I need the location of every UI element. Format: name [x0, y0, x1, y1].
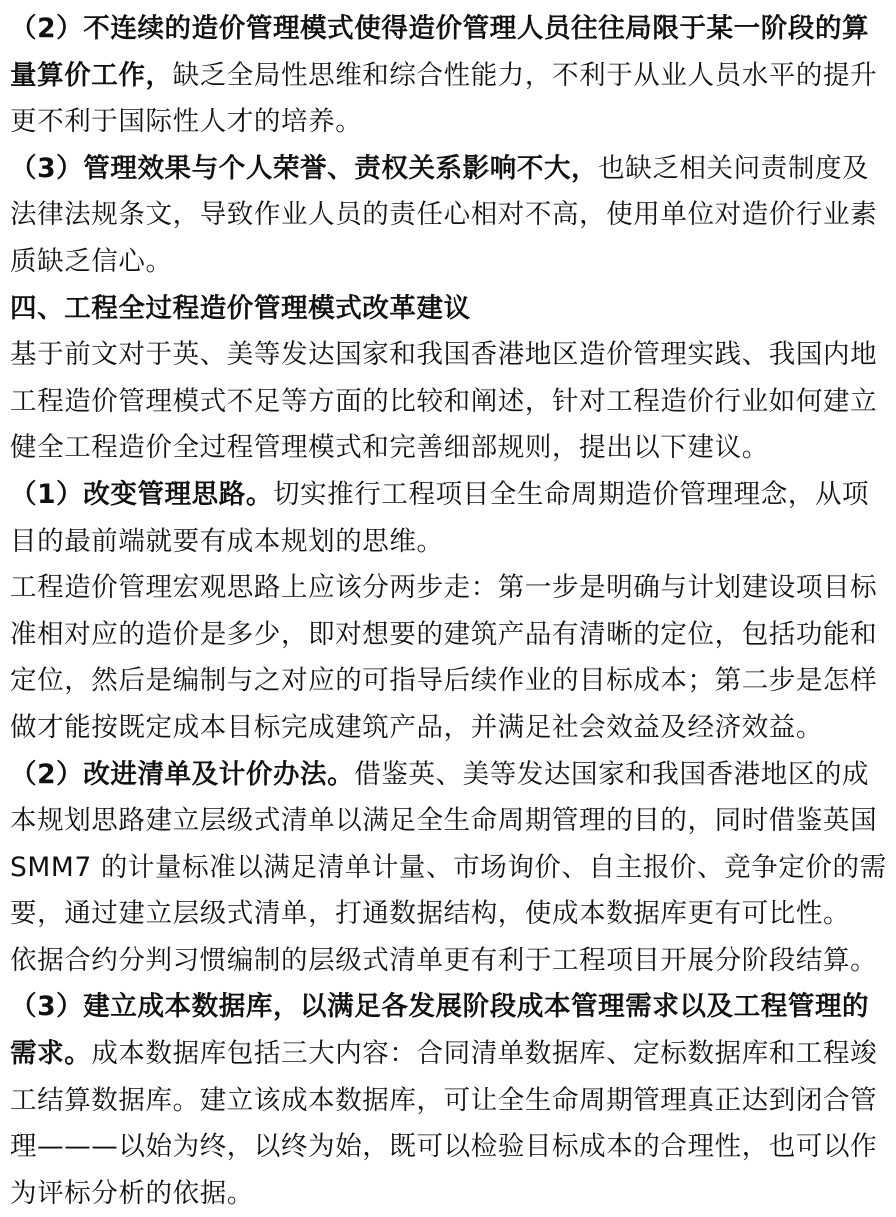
- paragraph-lead: （3）管理效果与个人荣誉、责权关系影响不大，: [10, 152, 599, 184]
- paragraph-cost-database: [10, 984, 890, 1217]
- paragraph-improve-pricing: [10, 752, 890, 938]
- paragraph-lead: （2）改进清单及计价办法。: [10, 758, 355, 790]
- paragraph-text: 也缺乏相关问责制度及法律法规条文，导致作业人员的责任心相对不高，使用单位对造价行业素质缺乏信心。: [10, 152, 878, 277]
- paragraph-two-steps: 工程造价管理宏观思路上应该分两步走：第一步是明确与计划建设项目标准相对应的造价是多少，即对想要的建筑产品有清晰的定位，包括功能和定位，然后是编制与之对应的可指导后续作业的目标成本；第二步是怎样做才能按既定成本目标完成建筑产品，并满足社会效益及经济效益。: [10, 572, 878, 743]
- paragraph-text: 切实推行工程项目全生命周期造价管理理念，从项目的最前端就要有成本规划的思维。: [10, 478, 870, 557]
- paragraph-text: 缺乏全局性思维和综合性能力，不利于从业人员水平的提升更不利于国际性人才的培养。: [10, 59, 878, 138]
- section-heading: 四、工程全过程造价管理模式改革建议: [10, 292, 471, 324]
- paragraph-intro: 基于前文对于英、美等发达国家和我国香港地区造价管理实践、我国内地工程造价管理模式不足等方面的比较和阐述，针对工程造价行业如何建立健全工程造价全过程管理模式和完善细部规则，提出以下建议。: [10, 339, 878, 464]
- paragraph-contract-settlement: 依据合约分判习惯编制的层级式清单更有利于工程项目开展分阶段结算。: [10, 944, 878, 976]
- paragraph-text: 成本数据库包括三大内容：合同清单数据库、定标数据库和工程竣工结算数据库。建立该成本数据库，可让全生命周期管理真正达到闭合管理———以始为终，以终为始，既可以检验目标成本的合理性，也可以作为评标分析的依据。: [10, 1038, 878, 1209]
- paragraph-change-thinking: [10, 472, 890, 565]
- paragraph-discontinuous-mode: [10, 6, 890, 146]
- paragraph-lead: （3）建立成本数据库，以满足各发展阶段成本管理需求以及工程管理的需求。: [10, 991, 870, 1070]
- paragraph-lead: （2）不连续的造价管理模式使得造价管理人员往往局限于某一阶段的算量算价工作，: [10, 13, 870, 91]
- paragraph-text: 借鉴英、美等发达国家和我国香港地区的成本规划思路建立层级式清单以满足全生命周期管理的目的，同时借鉴英国 SMM7 的计量标准以满足清单计量、市场询价、自主报价、竞争定价的需要，通过建立层级式清单，打通数据结构，使成本数据库更有可比性。: [10, 758, 887, 930]
- article-body: [10, 6, 890, 1217]
- paragraph-lead: （1）改变管理思路。: [10, 478, 273, 510]
- paragraph-management-effect: [10, 146, 890, 286]
